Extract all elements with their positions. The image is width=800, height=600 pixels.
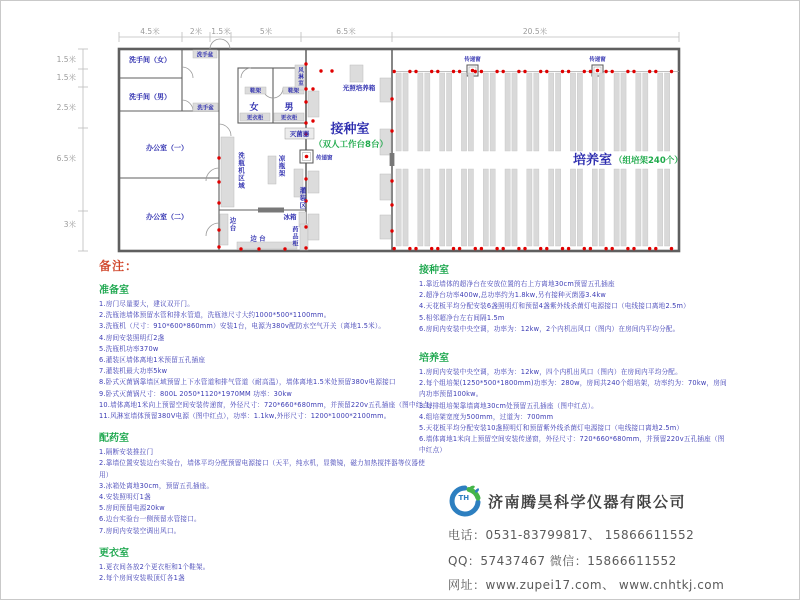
- fixture-label-cool-rack: 凉瓶架: [277, 155, 286, 178]
- clean-bench: [308, 171, 319, 193]
- dim-label: 1.5米: [56, 55, 76, 64]
- room-label-office1: 办公室（一）: [146, 144, 188, 152]
- company-logo-icon: [448, 485, 482, 517]
- note-line: 8.卧式灭菌锅靠墙区域预留上下水管道和排气管道（耐高温），墙体离地1.5米处预留380v电源接口: [99, 378, 396, 387]
- note-line: 6.房间内安装中央空调，功率为：12kw，2个内机出风口（图内）在房间内平均分配。: [419, 324, 680, 333]
- clean-bench: [308, 91, 319, 117]
- note-line: 4.房间安装照明灯2盏: [99, 333, 165, 342]
- note-line: 6.边台实验台一侧预留水管接口。: [99, 515, 201, 524]
- note-line: 2.靠墙位置安装边台实验台，墙体平均分配预留电源接口（天平，纯水机，显微镜，磁力加热搅拌器等仪器使用）: [99, 459, 425, 479]
- note-line: 3.冰箱处离地30cm，预留五孔插座。: [99, 481, 214, 490]
- note-line: 1.隔断安装推拉门: [99, 448, 154, 457]
- fixture-label-washer-area: 洗瓶机区域: [237, 152, 245, 190]
- note-line: 1.更衣间各放2个更衣柜和1个鞋架。: [99, 562, 210, 571]
- fixture-label-basin: 洗手盆: [196, 52, 214, 59]
- section-culture-room: [419, 349, 727, 457]
- section-medicine-room: [99, 429, 435, 537]
- note-line: 7.灌装机最大功率5kw: [99, 367, 168, 376]
- section-heading: 接种室: [419, 265, 449, 276]
- dim-label: 1.5米: [56, 73, 76, 82]
- fixture-label-locker: 更衣柜: [280, 115, 298, 122]
- note-line: 5.房间预留电源20kw: [99, 504, 165, 513]
- dim-label: 2.5米: [56, 103, 76, 112]
- fixture-label-shoe-rack: 鞋架: [287, 88, 300, 95]
- company-website: 网址：www.zupei17.com、 www.cnhtkj.com: [448, 578, 725, 592]
- dim-label: 3米: [63, 220, 76, 229]
- note-line: 5.天花板平均分配安装10盏照明灯和预留紫外线杀菌灯电源接口（电线接口离地2.5m）: [419, 424, 684, 433]
- note-line: 5.洗瓶机功率370w: [99, 344, 159, 353]
- notes-title: 备注：: [99, 259, 139, 273]
- fixture-label-med-cabinet: 药品柜: [291, 226, 298, 247]
- note-line: 4.安装照明灯1盏: [99, 493, 151, 502]
- dim-label: 20.5米: [522, 27, 548, 36]
- dim-label: 1.5米: [211, 27, 231, 36]
- dim-label: 6.5米: [336, 27, 356, 36]
- note-line: 10.墙体离地1米向上预留空间安装传递窗，外径尺寸：720*660*680mm，并预留220v五孔插座（图中红点）: [99, 400, 437, 409]
- company-header: [448, 485, 748, 517]
- company-block: [448, 485, 748, 593]
- note-line: 4.组培架宽度为500mm，过道为：700mm: [419, 412, 554, 421]
- note-line: 4.天花板平均分配安装6盏照明灯和预留4盏紫外线杀菌灯电源接口（电线接口离地2.5m）: [419, 302, 690, 311]
- note-line: 7.房间内安装空调出风口。: [99, 526, 181, 535]
- fixture-label-basin: 洗手盆: [197, 105, 214, 112]
- clean-bench: [308, 214, 319, 240]
- room-label-washroom-f: 洗手间（女）: [129, 56, 171, 64]
- fixture-label-transfer-window: 传递窗: [464, 57, 481, 63]
- side-bench: [237, 242, 297, 249]
- fixture-label-shoe-rack: 鞋架: [249, 88, 262, 95]
- note-line: 9.卧式灭菌锅尺寸：800L 2050*1120*1970MM 功率：30kw: [99, 389, 292, 398]
- transfer-window-marker: [300, 150, 313, 163]
- clean-bench: [380, 78, 391, 102]
- note-list: [99, 562, 435, 584]
- light-incubator: [350, 65, 363, 82]
- note-line: 1.房门尽量要大，建议双开门。: [99, 300, 195, 308]
- note-line: 6.灌装区墙体离地1米预留五孔插座: [99, 356, 206, 365]
- note-line: 6.墙体离地1米向上预留空间安装传递窗，外径尺寸：720*660*680mm，并预留220v五孔插座（图中红点）: [419, 435, 725, 455]
- door-mark: [390, 153, 395, 166]
- room-sublabel-inoculation: （双人工作台8台）: [314, 140, 388, 150]
- note-line: 2.每个组培架(1250*500*1800mm)功率为：280w，房间共240个组培架，功率约为：70kw，房间内功率预留100kw。: [419, 379, 727, 399]
- fixture-label-bench: 边 台: [250, 234, 266, 243]
- bottle-washer: [221, 137, 234, 207]
- fixture-label-incubator: 光照培养箱: [342, 84, 376, 92]
- note-list: [99, 447, 435, 537]
- section-inoculation-room: [419, 261, 727, 335]
- note-line: 2.每个房间安装吸顶灯各1盏: [99, 574, 185, 583]
- company-phone: 电话：0531-83799817、 15866611552: [448, 528, 695, 542]
- clean-bench: [380, 174, 391, 200]
- note-line: 3.洗瓶机（尺寸：910*600*860mm）安装1台，电源为380v配防水空气开关（离地1.5米）。: [99, 322, 386, 331]
- note-line: 2.洗瓶池墙体预留水管和排水管道，洗瓶池尺寸大约1000*500*1100mm。: [99, 311, 331, 320]
- notes-left-column: [99, 257, 435, 584]
- fixture-label-locker: 更衣柜: [246, 115, 264, 122]
- room-label-male: 男: [284, 103, 294, 113]
- side-bench: [220, 214, 228, 245]
- dim-label: 5米: [259, 27, 273, 36]
- note-list: [99, 299, 435, 422]
- company-qq-wechat: QQ：57437467 微信：15866611552: [448, 554, 677, 568]
- room-label-culture: 培养室: [573, 153, 613, 168]
- note-list: [419, 367, 727, 457]
- dim-label: 4.5米: [140, 27, 160, 36]
- section-heading: 准备室: [99, 285, 129, 296]
- section-heading: 更衣室: [99, 547, 129, 559]
- section-changing-room: [99, 544, 435, 584]
- room-sublabel-culture: （组培架240个）: [614, 156, 683, 166]
- fixture-label-filling-area: 灌装区: [298, 187, 307, 210]
- note-line: 2.超净台功率400w,总功率约为1.8kw,另有接种灭菌器3.4kw: [419, 291, 606, 300]
- note-line: 1.房间内安装中央空调，功率为：12kw，四个内机出风口（图内）在房间内平均分配。: [419, 368, 682, 377]
- section-prep-room: [99, 281, 435, 422]
- room-label-office2: 办公室（二）: [146, 213, 188, 221]
- room-label-inoculation: 接种室: [330, 122, 370, 137]
- fixture-label-air-shower: 风淋室: [297, 67, 303, 87]
- note-line: 11.风淋室墙体预留380V电源（图中红点），功率：1.1kw,外形尺寸：1200*1000*2100mm。: [99, 412, 391, 421]
- fixture-label-transfer-window: 传递窗: [316, 155, 333, 162]
- note-line: 3.每排组培架靠墙离地30cm处预留五孔插座（图中红点）。: [419, 401, 598, 410]
- clean-bench: [380, 215, 391, 239]
- note-list: [419, 279, 727, 335]
- notes-right-column: [419, 261, 727, 457]
- note-line: 1.靠近墙体的超净台在安放位置的右上方离地30cm预留五孔插座: [419, 280, 615, 288]
- fixture-label-fridge: 冰箱: [283, 213, 297, 221]
- dim-label: 2米: [189, 27, 203, 36]
- fixture-label-sterilizer: 灭菌器: [289, 130, 310, 138]
- room-label-washroom-m: 洗手间（男）: [129, 93, 171, 101]
- dim-label: 6.5米: [56, 154, 76, 163]
- section-heading: 培养室: [419, 353, 449, 365]
- company-name: 济南腾昊科学仪器有限公司: [488, 492, 687, 511]
- fixture-label-bench: 边台: [228, 217, 237, 232]
- room-label-female: 女: [249, 103, 259, 113]
- section-heading: 配药室: [99, 433, 129, 445]
- sliding-door: [258, 208, 284, 213]
- floor-plan: [1, 1, 800, 257]
- fixture-label-transfer-window: 传递窗: [589, 57, 606, 63]
- note-line: 5.相邻超净台左右间隔1.5m: [419, 313, 505, 322]
- cooling-rack: [268, 156, 276, 184]
- svg-text:TH: TH: [458, 494, 470, 502]
